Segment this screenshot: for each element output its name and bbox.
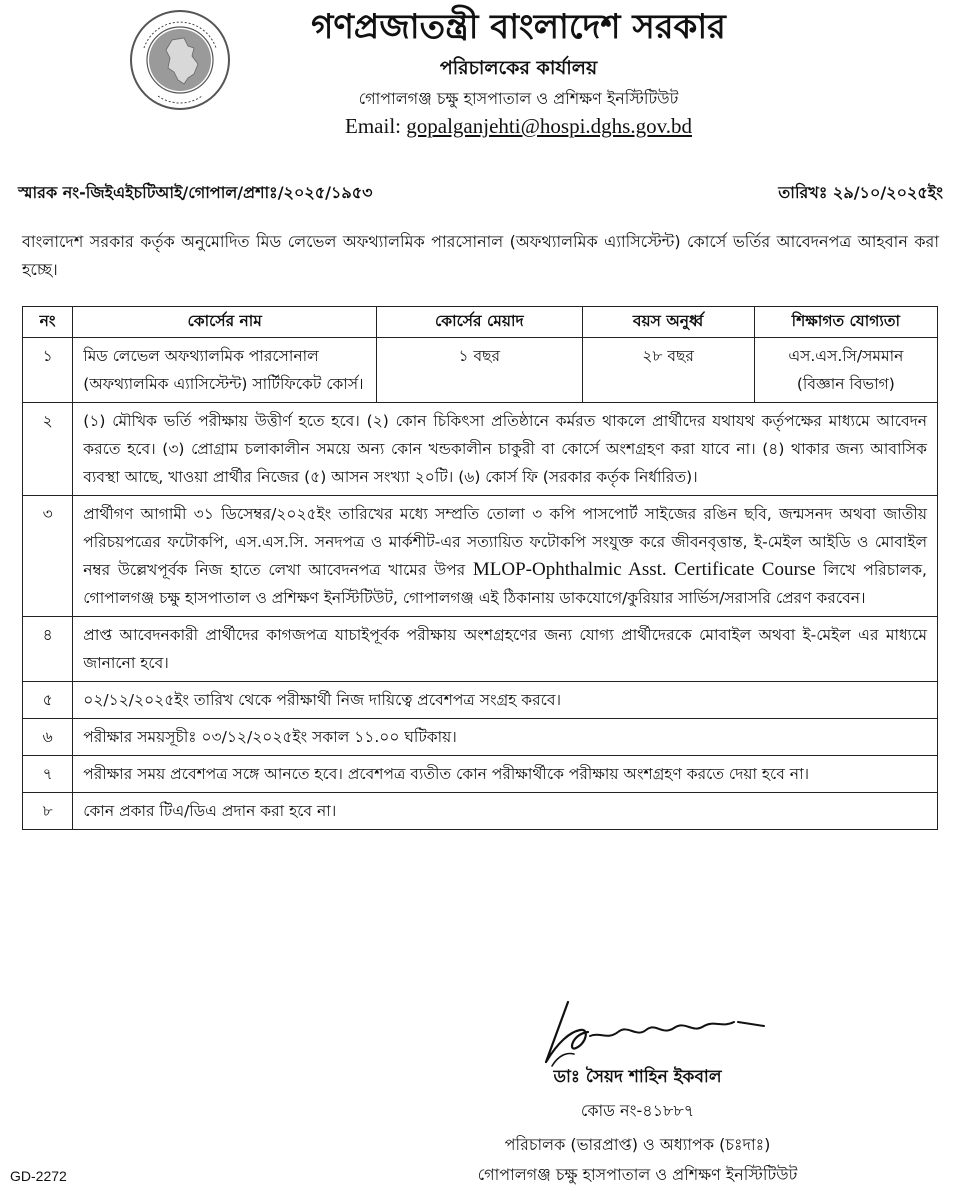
table-row-course	[23, 338, 938, 403]
institute-name: গোপালগঞ্জ চক্ষু হাসপাতাল ও প্রশিক্ষণ ইনস্টিটিউট	[358, 89, 679, 108]
course-duration-cell: ১ বছর	[377, 338, 582, 403]
header-course-name: কোর্সের নাম	[73, 307, 377, 338]
intro-paragraph: বাংলাদেশ সরকার কর্তৃক অনুমোদিত মিড লেভেল অফথ্যালমিক পারসোনাল (অফথ্যালমিক এ্যাসিস্টেন্ট) কোর্সে ভর্তির আবেদনপত্র আহবান করা হচ্ছে।	[22, 232, 939, 279]
row-text-part-a: প্রার্থীগণ আগামী ৩১ ডিসেম্বর/২০২৫ইং তারিখের মধ্যে সম্প্রতি তোলা ৩ কপি পাসপোর্ট সাইজের রঙিন ছবি, জন্মসনদ অথবা জাতীয় পরিচয়পত্রের ফটোকপি, এস.এস.সি. সনদপত্র ও মার্কশীট-এর সত্যায়িত ফটোকপি সংযুক্ত করে জীবনবৃত্তান্ত, ই-মেইল আইডি ও মোবাইল নম্বর উল্লেখপূর্বক নিজ হাতে লেখা আবেদনপত্র খামের উপর	[83, 505, 927, 579]
row-text: কোন প্রকার টিএ/ডিএ প্রদান করা হবে না।	[73, 793, 938, 830]
email-line	[0, 114, 957, 139]
signatory-institute: গোপালগঞ্জ চক্ষু হাসপাতাল ও প্রশিক্ষণ ইনস্টিটিউট	[477, 1165, 798, 1184]
row-number: ২	[23, 403, 73, 496]
row-text: (১) মৌখিক ভর্তি পরীক্ষায় উত্তীর্ণ হতে হবে। (২) কোন চিকিৎসা প্রতিষ্ঠানে কর্মরত থাকলে প্রার্থীদের যথাযথ কর্তৃপক্ষের মাধ্যমে আবেদন করতে হবে। (৩) প্রোগ্রাম চলাকালীন সময়ে অন্য কোন খন্ডকালীন চাকুরী বা কোর্সে অংশগ্রহণ করা যাবে না। (৪) থাকার জন্য আবাসিক ব্যবস্থা আছে, খাওয়া প্রার্থীর নিজের (৫) আসন সংখ্যা ২০টি। (৬) কোর্স ফি (সরকার কর্তৃক নির্ধারিত)।	[73, 403, 938, 496]
government-title: গণপ্রজাতন্ত্রী বাংলাদেশ সরকার	[311, 7, 726, 47]
circular-table	[22, 306, 938, 830]
footer-reference-code: GD-2272	[10, 1168, 67, 1184]
row-number: ৮	[23, 793, 73, 830]
header-education: শিক্ষাগত যোগ্যতা	[754, 307, 937, 338]
table-row	[23, 682, 938, 719]
row-number: ৪	[23, 617, 73, 682]
age-limit-cell: ২৮ বছর	[582, 338, 754, 403]
table-row	[23, 756, 938, 793]
row-text-part-b: লিখে পরিচালক, গোপালগঞ্জ চক্ষু হাসপাতাল ও প্রশিক্ষণ ইনস্টিটিউট, গোপালগঞ্জ এই ঠিকানায় ডাকযোগে/কুরিয়ার সার্ভিস/সরাসরি প্রেরণ করবেন।	[83, 561, 927, 607]
email-link[interactable]: gopalganjehti@hospi.dghs.gov.bd	[406, 114, 692, 138]
row-number: ৭	[23, 756, 73, 793]
table-header-row	[23, 307, 938, 338]
signatory-designation: পরিচালক (ভারপ্রাপ্ত) ও অধ্যাপক (চঃদাঃ)	[504, 1135, 771, 1154]
education-line-1: এস.এস.সি/সমমান	[788, 347, 904, 365]
row-text: পরীক্ষার সময়সূচীঃ ০৩/১২/২০২৫ইং সকাল ১১.০০ ঘটিকায়।	[73, 719, 938, 756]
row-text-course-title: MLOP-Ophthalmic Asst. Certificate Course	[472, 559, 816, 580]
table-row	[23, 617, 938, 682]
row-number: ৫	[23, 682, 73, 719]
row-number: ১	[23, 338, 73, 403]
education-cell	[754, 338, 937, 403]
row-text: ০২/১২/২০২৫ইং তারিখ থেকে পরীক্ষার্থী নিজ দায়িত্বে প্রবেশপত্র সংগ্রহ করবে।	[73, 682, 938, 719]
office-name: পরিচালকের কার্যালয়	[439, 57, 598, 79]
signatory-name: ডাঃ সৈয়দ শাহিন ইকবাল	[553, 1067, 722, 1087]
course-name-cell: মিড লেভেল অফথ্যালমিক পারসোনাল (অফথ্যালমিক এ্যাসিস্টেন্ট) সার্টিফিকেট কোর্স।	[73, 338, 377, 403]
memo-reference: স্মারক নং-জিইএইচটিআই/গোপাল/প্রশাঃ/২০২৫/১৯৫৩	[18, 183, 373, 202]
email-label: Email:	[345, 114, 402, 138]
row-text: পরীক্ষার সময় প্রবেশপত্র সঙ্গে আনতে হবে। প্রবেশপত্র ব্যতীত কোন পরীক্ষার্থীকে পরীক্ষায় অংশগ্রহণ করতে দেয়া হবে না।	[73, 756, 938, 793]
row-text: প্রাপ্ত আবেদনকারী প্রার্থীদের কাগজপত্র যাচাইপূর্বক পরীক্ষায় অংশগ্রহণের জন্য যোগ্য প্রার্থীদেরকে মোবাইল অথবা ই-মেইল এর মাধ্যমে জানানো হবে।	[73, 617, 938, 682]
table-row	[23, 793, 938, 830]
row-text	[73, 496, 938, 617]
header-no: নং	[23, 307, 73, 338]
education-line-2: (বিজ্ঞান বিভাগ)	[796, 375, 895, 393]
handwritten-signature	[528, 992, 778, 1072]
table-row	[23, 496, 938, 617]
row-number: ৬	[23, 719, 73, 756]
header-duration: কোর্সের মেয়াদ	[377, 307, 582, 338]
table-row	[23, 719, 938, 756]
signatory-code: কোড নং-৪১৮৮৭	[580, 1101, 695, 1120]
table-row	[23, 403, 938, 496]
row-number: ৩	[23, 496, 73, 617]
header-age-limit: বয়স অনুর্ধ্ব	[582, 307, 754, 338]
memo-date: তারিখঃ ২৯/১০/২০২৫ইং	[778, 183, 943, 202]
